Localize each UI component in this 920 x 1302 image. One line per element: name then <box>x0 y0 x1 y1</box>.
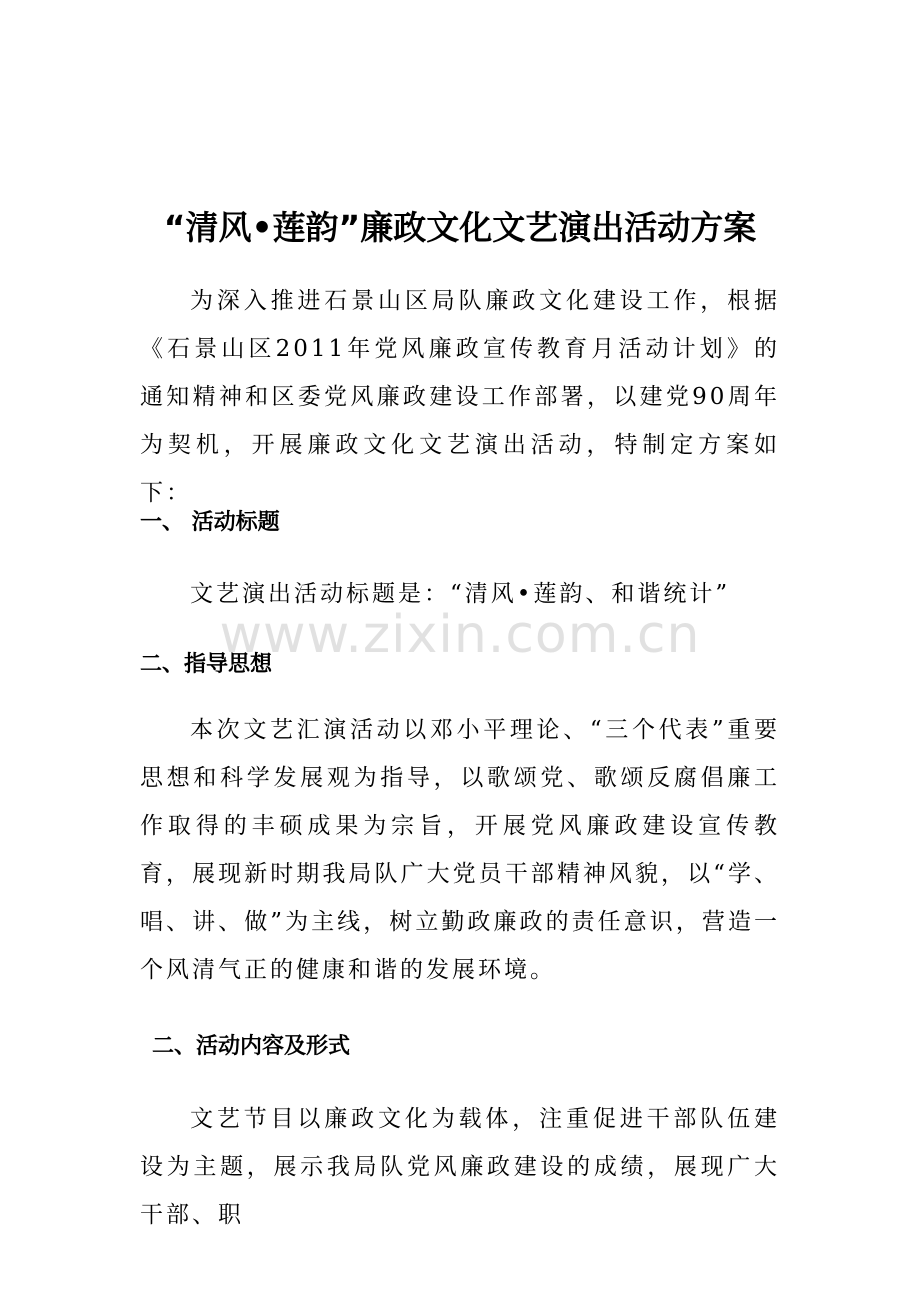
section-heading-content-form: 二、活动内容及形式 <box>152 1034 351 1059</box>
watermark: www.zixin.com.cn <box>219 605 701 665</box>
section-heading-title: 一、 活动标题 <box>140 510 280 535</box>
section-body-guiding-ideology: 本次文艺汇演活动以邓小平理论、“三个代表”重要思想和科学发展观为指导，以歌颂党、歌颂反腐倡廉工作取得的丰硕成果为宗旨，开展党风廉政建设宣传教育，展现新时期我局队广大党员干部精神风貌，以“学、唱、讲、做”为主线，树立勤政廉政的责任意识，营造一个风清气正的健康和谐的发展环境。 <box>140 717 780 983</box>
section-heading-guiding-ideology: 二、指导思想 <box>140 652 273 677</box>
document-title: “清风•莲韵”廉政文化文艺演出活动方案 <box>163 208 757 247</box>
section-body-content-form: 文艺节目以廉政文化为载体，注重促进干部队伍建设为主题，展示我局队党风廉政建设的成绩，展现广大干部、职 <box>140 1106 780 1228</box>
section-body-title: 文艺演出活动标题是：“清风•莲韵、和谐统计” <box>190 581 731 607</box>
intro-paragraph: 为深入推进石景山区局队廉政文化建设工作，根据《石景山区2011年党风廉政宣传教育月活动计划》的通知精神和区委党风廉政建设工作部署，以建党90周年为契机，开展廉政文化文艺演出活动，特制定方案如下： <box>140 288 780 506</box>
